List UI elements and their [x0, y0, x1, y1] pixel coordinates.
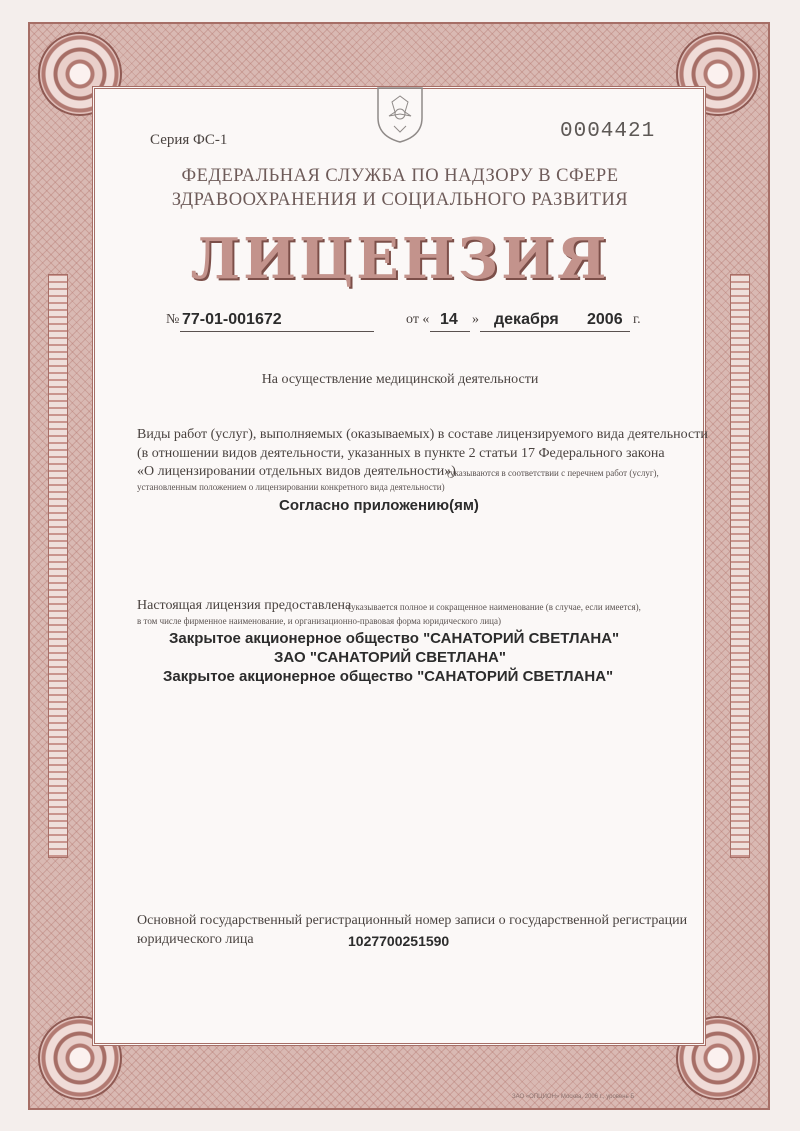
- coat-of-arms-icon: [372, 82, 428, 144]
- license-year: 2006: [587, 311, 623, 328]
- works-line1: Виды работ (услуг), выполняемых (оказываемых) в составе лицензируемого вида деятельности: [137, 427, 708, 442]
- license-number: 77-01-001672: [182, 311, 282, 328]
- works-line3: «О лицензировании отдельных видов деятельности»): [137, 464, 456, 479]
- day-underline: [430, 331, 470, 332]
- registration-number: 1027700251590: [348, 933, 450, 949]
- license-month: декабря: [494, 311, 559, 328]
- printer-imprint: ЗАО «ОПЦИОН» Москва, 2006 г., уровень Б: [512, 1094, 635, 1100]
- right-ornament-band: [730, 274, 750, 858]
- licensee-trade-name: Закрытое акционерное общество "САНАТОРИЙ СВЕТЛАНА": [163, 668, 614, 685]
- license-day: 14: [440, 311, 458, 328]
- registration-line1: Основной государственный регистрационный номер записи о государственной регистрации: [137, 913, 688, 928]
- left-ornament-band: [48, 274, 68, 858]
- date-underline: [480, 331, 630, 332]
- number-underline: [180, 331, 374, 332]
- works-note2: установленным положением о лицензировании конкретного вида деятельности): [137, 482, 445, 492]
- licensee-note1: (указывается полное и сокращенное наименование (в случае, если имеется),: [348, 602, 641, 612]
- activity-type: На осуществление медицинской деятельности: [261, 372, 539, 387]
- day-close-quote: »: [472, 312, 479, 327]
- works-note1: (указываются в соответствии с перечнем работ (услуг),: [447, 468, 659, 478]
- agency-name-line2: ЗДРАВООХРАНЕНИЯ И СОЦИАЛЬНОГО РАЗВИТИЯ: [171, 190, 629, 210]
- registration-line2: юридического лица: [137, 932, 254, 947]
- date-prefix: от «: [406, 312, 430, 327]
- number-prefix: №: [166, 312, 180, 327]
- licensee-short-name: ЗАО "САНАТОРИЙ СВЕТЛАНА": [274, 649, 506, 666]
- series-label: Серия ФС-1: [150, 132, 228, 148]
- licensee-note2: в том числе фирменное наименование, и организационно-правовая форма юридического лица): [137, 616, 501, 626]
- works-line2: (в отношении видов деятельности, указанных в пункте 2 статьи 17 Федерального закона: [137, 446, 665, 461]
- agency-name-line1: ФЕДЕРАЛЬНАЯ СЛУЖБА ПО НАДЗОРУ В СФЕРЕ: [181, 166, 619, 186]
- works-value: Согласно приложению(ям): [279, 497, 479, 514]
- licensee-intro: Настоящая лицензия предоставлена: [137, 598, 352, 613]
- document-title: ЛИЦЕНЗИЯ: [190, 226, 610, 292]
- licensee-full-name: Закрытое акционерное общество "САНАТОРИЙ СВЕТЛАНА": [169, 630, 620, 647]
- serial-number: 0004421: [560, 120, 656, 143]
- year-suffix: г.: [633, 312, 641, 327]
